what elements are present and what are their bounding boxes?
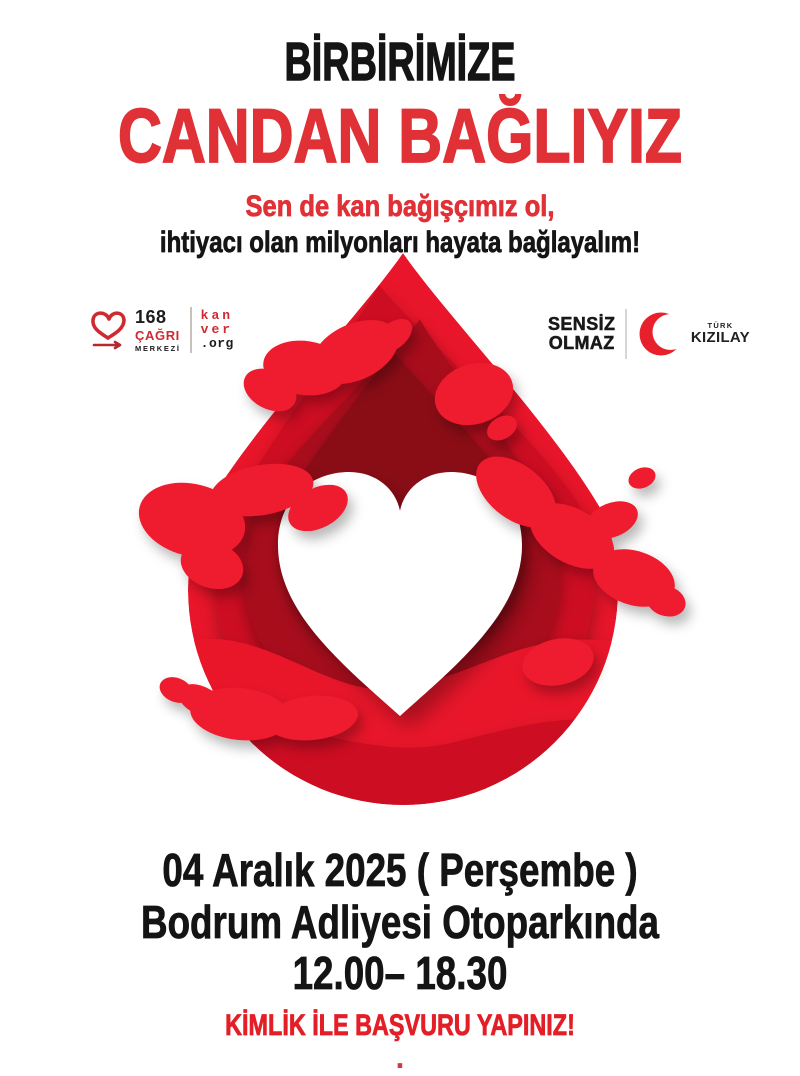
subtitle-black: ihtiyacı olan milyonları hayata bağlayalım! <box>159 225 641 259</box>
event-date: 04 Aralık 2025 ( Perşembe ) <box>162 844 638 896</box>
trailing-dot: . <box>395 1038 405 1075</box>
kanver-line-3: .org <box>200 336 234 352</box>
headline-primary: BİRBİRİMİZE <box>284 32 516 92</box>
logo-divider <box>190 307 192 353</box>
sensiz-olmaz-line-1: SENSİZ <box>548 313 616 334</box>
headline-block <box>0 34 800 259</box>
call-center-label-1: ÇAĞRI <box>135 327 180 343</box>
event-location: Bodrum Adliyesi Otoparkında <box>140 895 660 948</box>
logo-divider <box>625 309 627 359</box>
headline-secondary: CANDAN BAĞLIYIZ <box>117 94 683 180</box>
kanver-org-wordmark <box>201 309 234 351</box>
kanver-line-1: kan <box>200 308 234 324</box>
kanver-168-logo <box>88 306 234 354</box>
event-note: KİMLİK İLE BAŞVURU YAPINIZ! <box>225 1008 575 1042</box>
heart-outline-icon <box>88 306 130 354</box>
event-time: 12.00– 18.30 <box>292 947 508 1000</box>
sensiz-olmaz-wordmark <box>548 315 615 354</box>
turk-kizilay-wordmark <box>691 322 750 347</box>
call-center-labels <box>135 308 181 353</box>
call-center-label-2: MERKEZİ <box>135 343 181 353</box>
kizilay-line-2: KIZILAY <box>690 328 750 346</box>
event-details-block <box>0 844 800 1075</box>
kizilay-line-1: TÜRK <box>707 320 734 330</box>
call-center-number: 168 <box>135 306 167 327</box>
splash-blob <box>625 463 658 492</box>
subtitle-red: Sen de kan bağışçımız ol, <box>245 189 555 223</box>
red-crescent-icon <box>637 308 689 360</box>
kizilay-logo-group <box>548 308 750 360</box>
sensiz-olmaz-line-2: OLMAZ <box>548 333 615 353</box>
kanver-line-2: ver <box>200 321 234 337</box>
